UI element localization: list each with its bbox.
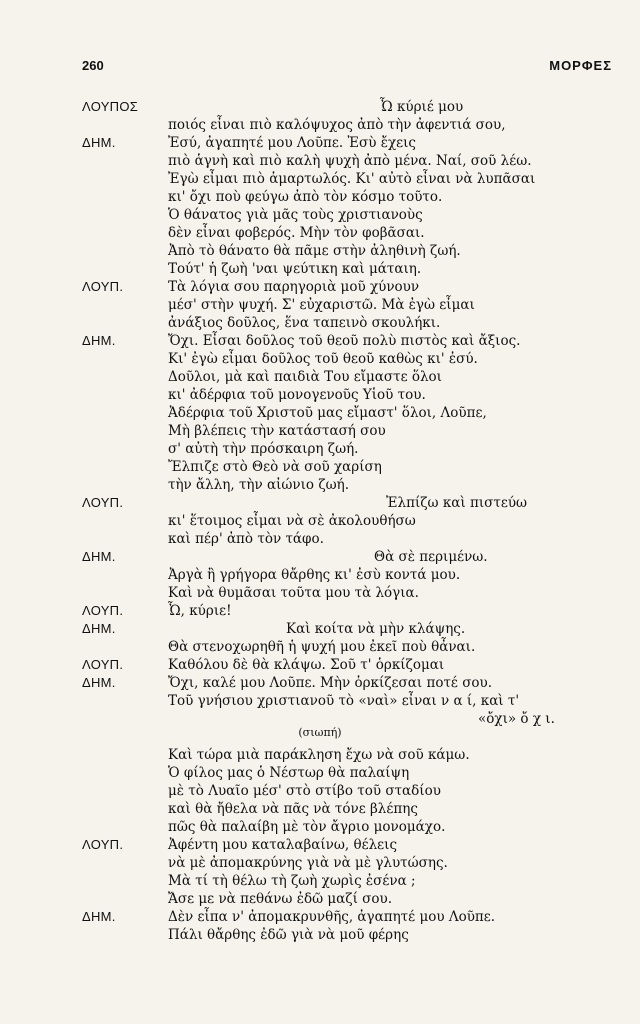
line-text: Τούτ' ἡ ζωὴ 'ναι ψεύτικη καὶ μάταιη. (168, 261, 422, 277)
dialogue-line (0, 278, 640, 296)
line-text: κι' ἕτοιμος εἶμαι νὰ σὲ ἀκολουθήσω (168, 513, 416, 529)
dialogue-line (0, 656, 640, 674)
line-text: νὰ μὲ ἀπομακρύνης γιὰ νὰ μὲ γλυτώσης. (168, 855, 448, 871)
dialogue-line (0, 224, 640, 242)
dialogue-line (0, 566, 640, 584)
line-text: Πάλι θἄρθης ἐδῶ γιὰ νὰ μοῦ φέρης (168, 927, 409, 943)
page-number: 260 (82, 58, 104, 73)
line-text: Ἐγὼ εἶμαι πιὸ ἁμαρτωλός. Κι' αὐτὸ εἶναι νὰ λυπᾶσαι (168, 171, 536, 187)
line-text: Κι' ἐγὼ εἶμαι δοῦλος τοῦ θεοῦ καθὼς κι' ἐσύ. (168, 351, 478, 367)
dialogue-line (0, 692, 640, 710)
running-title: ΜΟΡΦΕΣ (549, 58, 612, 73)
dialogue-line (0, 782, 640, 800)
line-text: Ὁ φίλος μας ὁ Νέστωρ θὰ παλαίψη (168, 765, 410, 781)
line-text: Μὴ βλέπεις τὴν κατάστασή σου (168, 423, 386, 439)
line-text: Ἀφέντη μου καταλαβαίνω, θέλεις (168, 837, 397, 853)
dialogue-line (0, 890, 640, 908)
dialogue-line (0, 494, 640, 512)
line-text: Θὰ στενοχωρηθῆ ἡ ψυχή μου ἐκεῖ ποὺ θἆναι. (168, 639, 476, 655)
page-header (82, 58, 612, 80)
speaker-name: ΔΗΜ. (82, 135, 116, 150)
dialogue-line (0, 530, 640, 548)
line-text: καὶ θὰ ἤθελα νὰ πᾶς νὰ τόνε βλέπης (168, 801, 418, 817)
line-text: Ὄχι. Εἶσαι δοῦλος τοῦ θεοῦ πολὺ πιστὸς καὶ ἄξιος. (168, 333, 521, 349)
line-text: Ἀργὰ ἢ γρήγορα θἄρθης κι' ἐσὺ κοντά μου. (168, 567, 461, 583)
speaker-name: ΔΗΜ. (82, 909, 116, 924)
line-text: Καὶ κοίτα νὰ μὴν κλάψης. (286, 621, 466, 637)
dialogue-line (0, 926, 640, 944)
dialogue-line (0, 746, 640, 764)
line-text: Ἐσύ, ἀγαπητέ μου Λοῦπε. Ἐσὺ ἔχεις (168, 135, 416, 151)
line-text: Ὄχι, καλέ μου Λοῦπε. Μὴν ὁρκίζεσαι ποτέ σου. (168, 675, 493, 691)
line-text: Ἔλπιζε στὸ Θεὸ νὰ σοῦ χαρίση (168, 459, 382, 475)
dialogue-line (0, 836, 640, 854)
dialogue-line (0, 818, 640, 836)
line-text: καὶ πέρ' ἀπὸ τὸν τάφο. (168, 531, 324, 547)
dialogue-line (0, 548, 640, 566)
dialogue-line (0, 98, 640, 116)
line-text: μὲ τὸ Λυαῖο μέσ' στὸ στίβο τοῦ σταδίου (168, 783, 441, 799)
dialogue-line (0, 872, 640, 890)
line-text: Ἄσε με νὰ πεθάνω ἐδῶ μαζί σου. (168, 891, 393, 907)
line-text: Δοῦλοι, μὰ καὶ παιδιὰ Του εἴμαστε ὅλοι (168, 369, 442, 385)
speaker-name: ΛΟΥΠ. (82, 603, 124, 618)
line-text: «ὄχι» ὄ χ ι. (478, 711, 555, 727)
dialogue-line (0, 908, 640, 926)
line-text: ἀνάξιος δοῦλος, ἕνα ταπεινὸ σκουλήκι. (168, 315, 441, 331)
dialogue-line (0, 296, 640, 314)
dialogue-line (0, 206, 640, 224)
dialogue-line (0, 332, 640, 350)
speaker-name: ΔΗΜ. (82, 675, 116, 690)
line-text: κι' ἀδέρφια τοῦ μονογενοῦς Υἱοῦ του. (168, 387, 426, 403)
line-text: δὲν εἶναι φοβερός. Μὴν τὸν φοβᾶσαι. (168, 225, 425, 241)
dialogue-line (0, 620, 640, 638)
dialogue-line (0, 638, 640, 656)
line-text: Καὶ τώρα μιὰ παράκληση ἔχω νὰ σοῦ κάμω. (168, 747, 470, 763)
speaker-name: ΛΟΥΠΟΣ (82, 99, 139, 114)
line-text: τὴν ἄλλη, τὴν αἰώνιο ζωή. (168, 477, 350, 493)
line-text: Ὁ θάνατος γιὰ μᾶς τοὺς χριστιανοὺς (168, 207, 423, 223)
line-text: Καὶ νὰ θυμᾶσαι τοῦτα μου τὰ λόγια. (168, 585, 419, 601)
speaker-name: ΛΟΥΠ. (82, 279, 124, 294)
line-text: μέσ' στὴν ψυχή. Σ' εὐχαριστῶ. Μὰ ἐγὼ εἶμαι (168, 297, 475, 313)
speaker-name: ΔΗΜ. (82, 333, 116, 348)
dialogue-line (0, 404, 640, 422)
dialogue-line (0, 584, 640, 602)
speaker-name: ΔΗΜ. (82, 549, 116, 564)
dialogue-line (0, 350, 640, 368)
line-text: Καθόλου δὲ θὰ κλάψω. Σοῦ τ' ὁρκίζομαι (168, 657, 445, 673)
dialogue-line (0, 512, 640, 530)
dialogue-line (0, 602, 640, 620)
line-text: Ἀπὸ τὸ θάνατο θὰ πᾶμε στὴν ἀληθινὴ ζωή. (168, 243, 461, 259)
dialogue-line (0, 134, 640, 152)
dialogue-line (0, 260, 640, 278)
line-text: πῶς θὰ παλαίβη μὲ τὸν ἄγριο μονομάχο. (168, 819, 446, 835)
line-text: Ὦ κύριέ μου (380, 99, 464, 115)
stage-direction: (σιωπή) (298, 726, 342, 739)
line-text: σ' αὐτὴ τὴν πρόσκαιρη ζωή. (168, 441, 359, 457)
dialogue-line (0, 386, 640, 404)
line-text: Ἐλπίζω καὶ πιστεύω (386, 495, 528, 511)
line-text: ποιός εἶναι πιὸ καλόψυχος ἀπὸ τὴν ἀφεντιά σου, (168, 117, 506, 133)
dialogue-line (0, 458, 640, 476)
line-text: Δὲν εἶπα ν' ἀπομακρυνθῆς, ἀγαπητέ μου Λοῦπε. (168, 909, 496, 925)
dialogue-line (0, 422, 640, 440)
dialogue-line (0, 170, 640, 188)
dialogue-line (0, 476, 640, 494)
speaker-name: ΛΟΥΠ. (82, 837, 124, 852)
speaker-name: ΛΟΥΠ. (82, 495, 124, 510)
line-text: Τὰ λόγια σου παρηγοριὰ μοῦ χύνουν (168, 279, 420, 295)
dialogue-line (0, 314, 640, 332)
dialogue-line (0, 854, 640, 872)
dialogue-line (0, 800, 640, 818)
dialogue-line (0, 152, 640, 170)
line-text: Μὰ τί τὴ θέλω τὴ ζωὴ χωρὶς ἐσένα ; (168, 873, 416, 889)
dialogue-line (0, 764, 640, 782)
speaker-name: ΔΗΜ. (82, 621, 116, 636)
line-text: Θὰ σὲ περιμένω. (374, 549, 488, 565)
dialogue-line (0, 440, 640, 458)
line-text: Τοῦ γνήσιου χριστιανοῦ τὸ «ναὶ» εἶναι ν α ί, καὶ τ' (168, 693, 520, 709)
dialogue-line (0, 674, 640, 692)
line-text: Ὦ, κύριε! (168, 603, 232, 619)
line-text: Ἀδέρφια τοῦ Χριστοῦ μας εἴμαστ' ὅλοι, Λοῦπε, (168, 405, 487, 421)
dialogue-line (0, 188, 640, 206)
line-text: πιὸ ἁγνὴ καὶ πιὸ καλὴ ψυχὴ ἀπὸ μένα. Ναί, σοῦ λέω. (168, 153, 532, 169)
speaker-name: ΛΟΥΠ. (82, 657, 124, 672)
dialogue-line (0, 368, 640, 386)
line-text: κι' ὄχι ποὺ φεύγω ἀπὸ τὸν κόσμο τοῦτο. (168, 189, 443, 205)
dialogue-line (0, 242, 640, 260)
dialogue-line (0, 116, 640, 134)
